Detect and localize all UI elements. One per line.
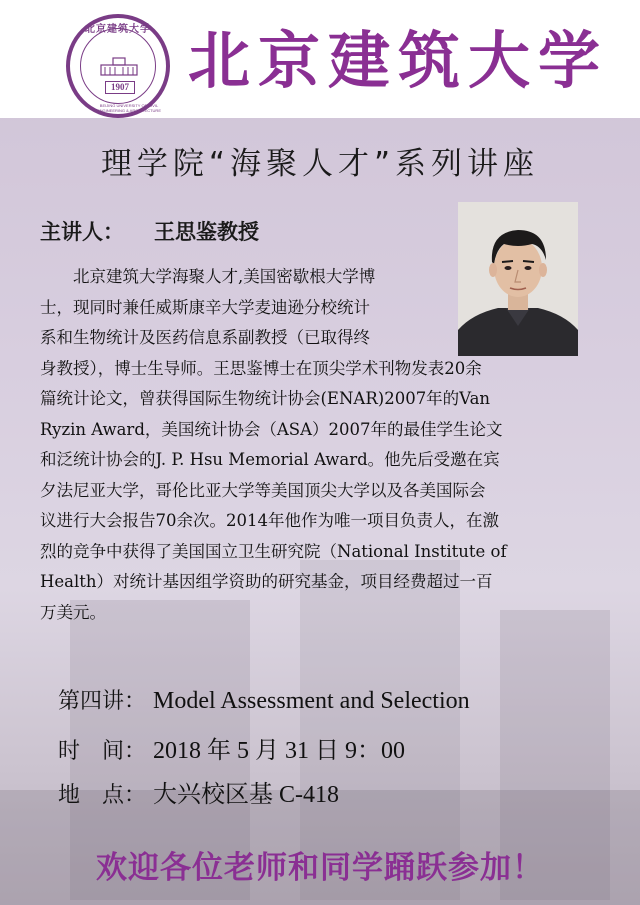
topic-label: 第四讲： [58, 689, 147, 714]
bio-line: 篇统计论文，曾获得国际生物统计协会(ENAR)2007年的Van [40, 389, 491, 408]
university-name: 北京建筑大学 [188, 24, 609, 97]
bio-line: Health）对统计基因组学资助的研究基金，项目经费超过一百 [40, 572, 493, 591]
lecture-time-line [58, 730, 405, 765]
welcome-banner: 欢迎各位老师和同学踊跃参加！ [96, 850, 544, 886]
seal-year: 1907 [105, 81, 135, 94]
seal-bottom-text: BEIJING UNIVERSITY OF CIVIL ENGINEERING & ARCHITECTURE [96, 103, 161, 113]
time-label: 时 间： [58, 739, 147, 764]
seal-inner-ring [80, 28, 161, 113]
topic-value: Model Assessment and Selection [153, 688, 470, 714]
lecture-topic-line [58, 684, 470, 715]
series-title: 理学院“海聚人才”系列讲座 [100, 146, 540, 182]
bio-line: 万美元。 [40, 602, 106, 622]
place-value: 大兴校区基 C-418 [153, 782, 340, 808]
time-value: 2018 年 5 月 31 日 9：00 [153, 738, 406, 764]
place-label: 地 点： [58, 783, 147, 808]
bio-line: Ryzin Award，美国统计协会（ASA）2007年的最佳学生论文 [40, 419, 503, 439]
bio-line: 系和生物统计及医药信息系副教授（已取得终 [40, 328, 370, 347]
speaker-bio [40, 262, 600, 628]
header-banner [0, 0, 640, 118]
university-seal-logo [66, 14, 170, 118]
bio-line: 士，现同时兼任威斯康辛大学麦迪逊分校统计 [40, 297, 370, 317]
bio-line: 北京建筑大学海聚人才,美国密歇根大学博 [40, 267, 376, 286]
lecture-place-line [58, 774, 339, 809]
bio-line: 身教授），博士生导师。王思鉴博士在顶尖学术刊物发表20余 [40, 358, 482, 378]
bio-line: 议进行大会报告70余次。2014年他作为唯一项目负责人，在激 [40, 511, 499, 530]
seal-top-text: 北京建筑大学 [85, 24, 151, 35]
seal-building-icon [99, 55, 139, 77]
speaker-name: 王思鉴教授 [154, 220, 259, 244]
bio-line: 和泛统计协会的J. P. Hsu Memorial Award。他先后受邀在宾 [40, 450, 500, 469]
speaker-label: 主讲人： [40, 220, 124, 244]
bio-line: 夕法尼亚大学，哥伦比亚大学等美国顶尖大学以及各美国际会 [40, 480, 486, 500]
speaker-line [40, 216, 259, 246]
bio-line: 烈的竞争中获得了美国国立卫生研究院（National Institute of [40, 541, 507, 561]
